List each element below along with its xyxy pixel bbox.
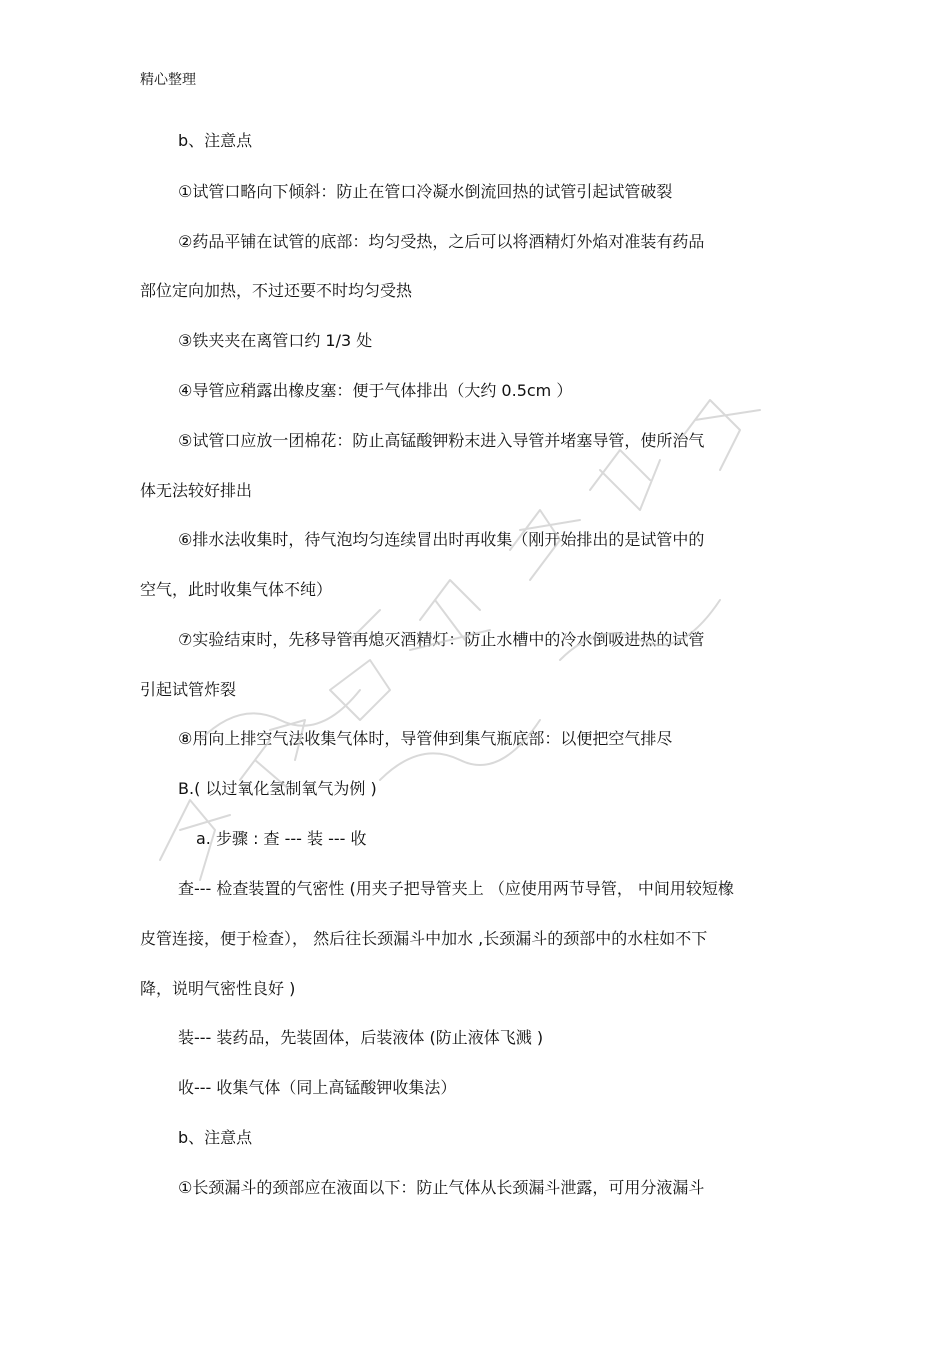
text-line: B.( 以过氧化氢制氧气为例 )	[178, 779, 377, 798]
text-line: a. 步骤 : 查 --- 装 --- 收	[196, 829, 367, 848]
text-line: ⑧用向上排空气法收集气体时，导管伸到集气瓶底部：以便把空气排尽	[178, 729, 673, 748]
text-line: 查--- 检查装置的气密性 (用夹子把导管夹上 （应使用两节导管， 中间用较短橡	[178, 879, 734, 898]
text-line: b、注意点	[178, 1128, 253, 1147]
text-line: 部位定向加热，不过还要不时均匀受热	[140, 281, 413, 300]
page-header: 精心整理	[140, 72, 196, 88]
text-line: ②药品平铺在试管的底部：均匀受热，之后可以将酒精灯外焰对准装有药品	[178, 232, 705, 251]
text-line: ①试管口略向下倾斜：防止在管口冷凝水倒流回热的试管引起试管破裂	[178, 182, 673, 201]
text-line: ⑤试管口应放一团棉花：防止高锰酸钾粉末进入导管并堵塞导管，使所治气	[178, 431, 705, 450]
text-line: 体无法较好排出	[140, 481, 253, 500]
text-line: ⑦实验结束时，先移导管再熄灭酒精灯：防止水槽中的冷水倒吸进热的试管	[178, 630, 705, 649]
text-line: ③铁夹夹在离管口约 1/3 处	[178, 331, 373, 350]
text-line: 装--- 装药品，先装固体，后装液体 (防止液体飞溅 )	[178, 1028, 544, 1047]
text-line: ①长颈漏斗的颈部应在液面以下：防止气体从长颈漏斗泄露，可用分液漏斗	[178, 1178, 705, 1197]
text-line: 皮管连接，便于检查）， 然后往长颈漏斗中加水 ,长颈漏斗的颈部中的水柱如不下	[140, 929, 708, 948]
text-line: b、注意点	[178, 131, 253, 150]
text-line: ⑥排水法收集时，待气泡均匀连续冒出时再收集（刚开始排出的是试管中的	[178, 530, 705, 549]
text-line: 收--- 收集气体（同上高锰酸钾收集法）	[178, 1078, 457, 1097]
text-line: ④导管应稍露出橡皮塞：便于气体排出（大约 0.5cm ）	[178, 381, 573, 400]
text-line: 降，说明气密性良好 )	[140, 979, 296, 998]
text-line: 引起试管炸裂	[140, 680, 237, 699]
text-line: 空气，此时收集气体不纯）	[140, 580, 333, 599]
